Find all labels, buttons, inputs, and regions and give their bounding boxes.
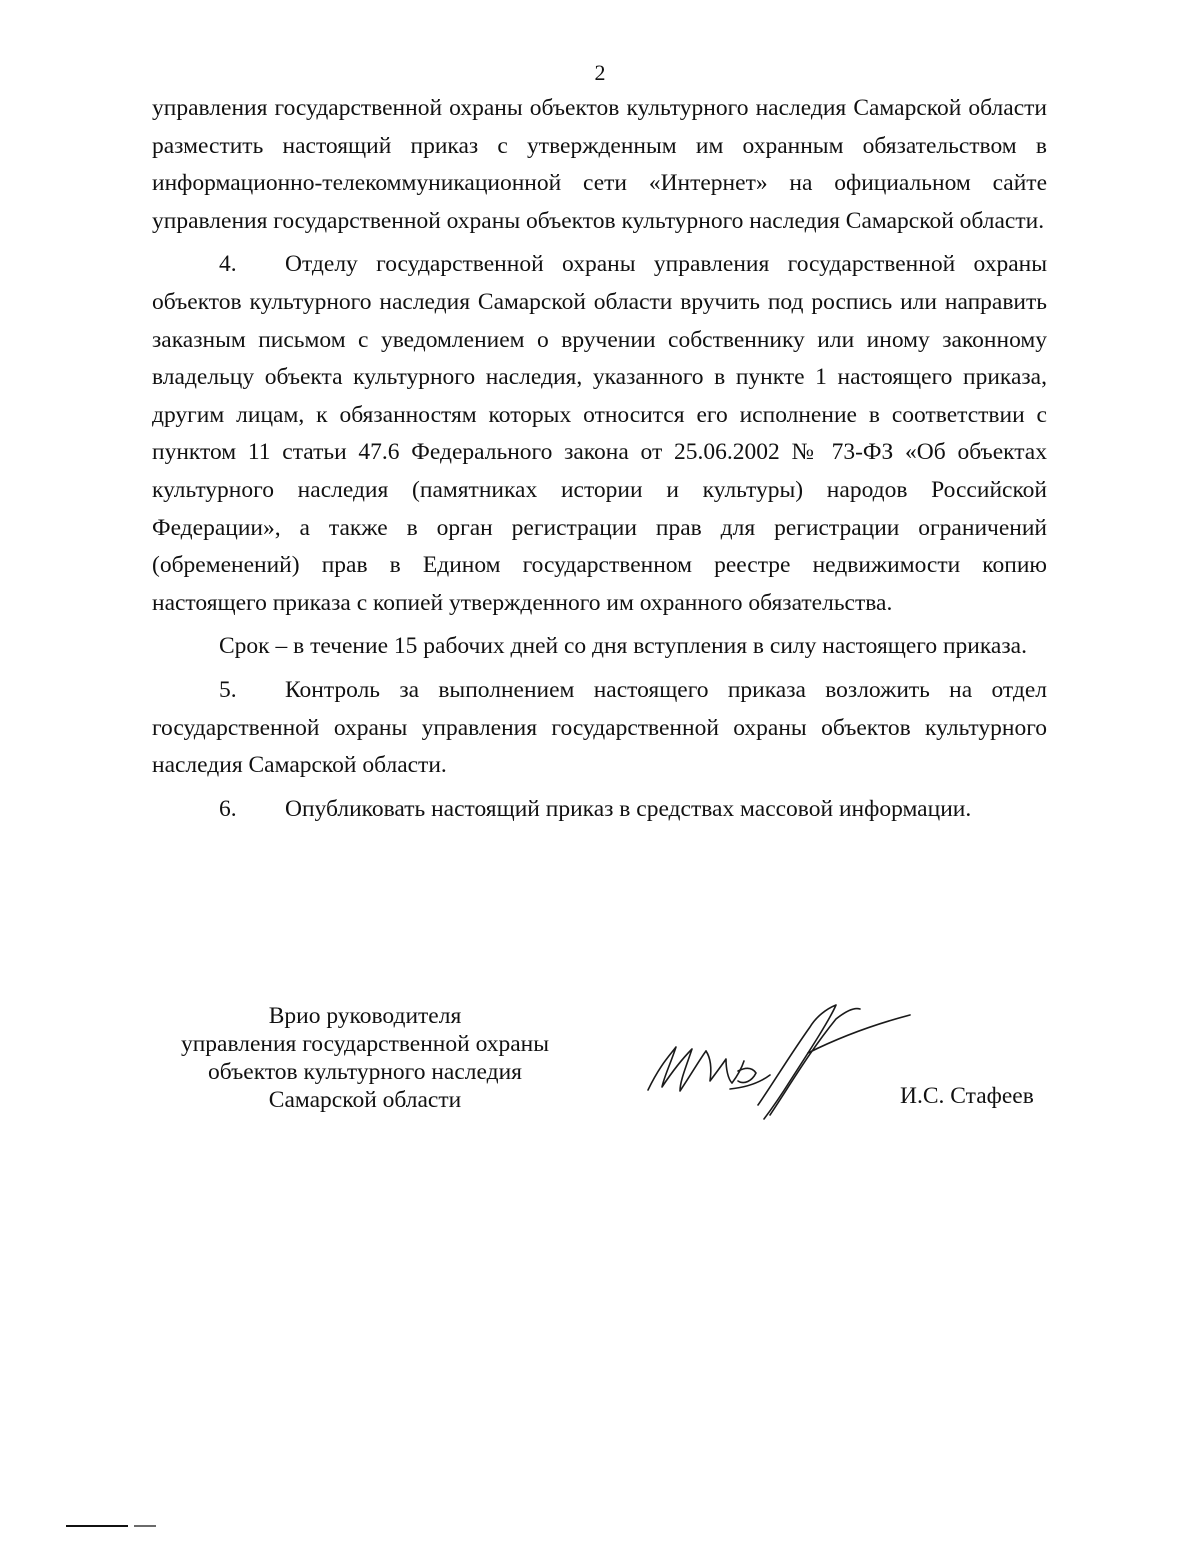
page-number: 2 — [594, 60, 606, 85]
deadline-paragraph: Срок – в течение 15 рабочих дней со дня вступления в силу настоящего приказа. — [219, 633, 1027, 660]
paragraph-continuation: управления государственной охраны объектов культурного наследия Самарской области разместить настоящий приказ с утвержденным им охранным обязательством в информационно-телекоммуникационной сети «Интернет» на официальном сайте управления государственной охраны объектов культурного наследия Самарской области. — [152, 95, 1047, 234]
item-6-text: Опубликовать настоящий приказ в средствах массовой информации. — [285, 795, 972, 822]
signatory-title — [150, 1002, 580, 1114]
item-4 — [152, 246, 1047, 622]
item-4-text: Отделу государственной охраны управления государственной охраны объектов культурного наследия Самарской области вручить под роспись или направить заказным письмом с уведомлением о вручении собственнику или иному законному владельцу объекта культурного наследия, указанного в пункте 1 настоящего приказа, другим лицам, к обязанностям которых относится его исполнение в соответствии с пунктом 11 статьи 47.6 Федерального закона от 25.06.2002 № 73-ФЗ «Об объектах культурного наследия (памятниках истории и культуры) народов Российской Федерации», а также в орган регистрации прав для регистрации ограничений (обременений) прав в Едином государственном реестре недвижимости копию настоящего приказа с копией утвержденного им охранного обязательства. — [152, 251, 1047, 616]
document-body — [152, 90, 1047, 828]
footer-rule — [66, 1524, 156, 1528]
item-5-number: 5. — [219, 676, 237, 703]
item-6 — [152, 791, 1047, 829]
signatory-title-line: Самарской области — [268, 1087, 462, 1113]
item-6-number: 6. — [219, 795, 237, 822]
item-4-number: 4. — [219, 251, 237, 278]
signatory-title-line: управления государственной охраны — [180, 1031, 550, 1057]
signatory-title-line: объектов культурного наследия — [208, 1059, 522, 1085]
handwritten-signature — [640, 995, 920, 1130]
signatory-title-line: Врио руководителя — [268, 1003, 462, 1029]
item-5-text: Контроль за выполнением настоящего приказа возложить на отдел государственной охраны управления государственной охраны объектов культурного наследия Самарской области. — [152, 676, 1047, 779]
item-5 — [152, 672, 1047, 785]
signatory-name: И.С. Стафеев — [900, 1083, 1034, 1109]
